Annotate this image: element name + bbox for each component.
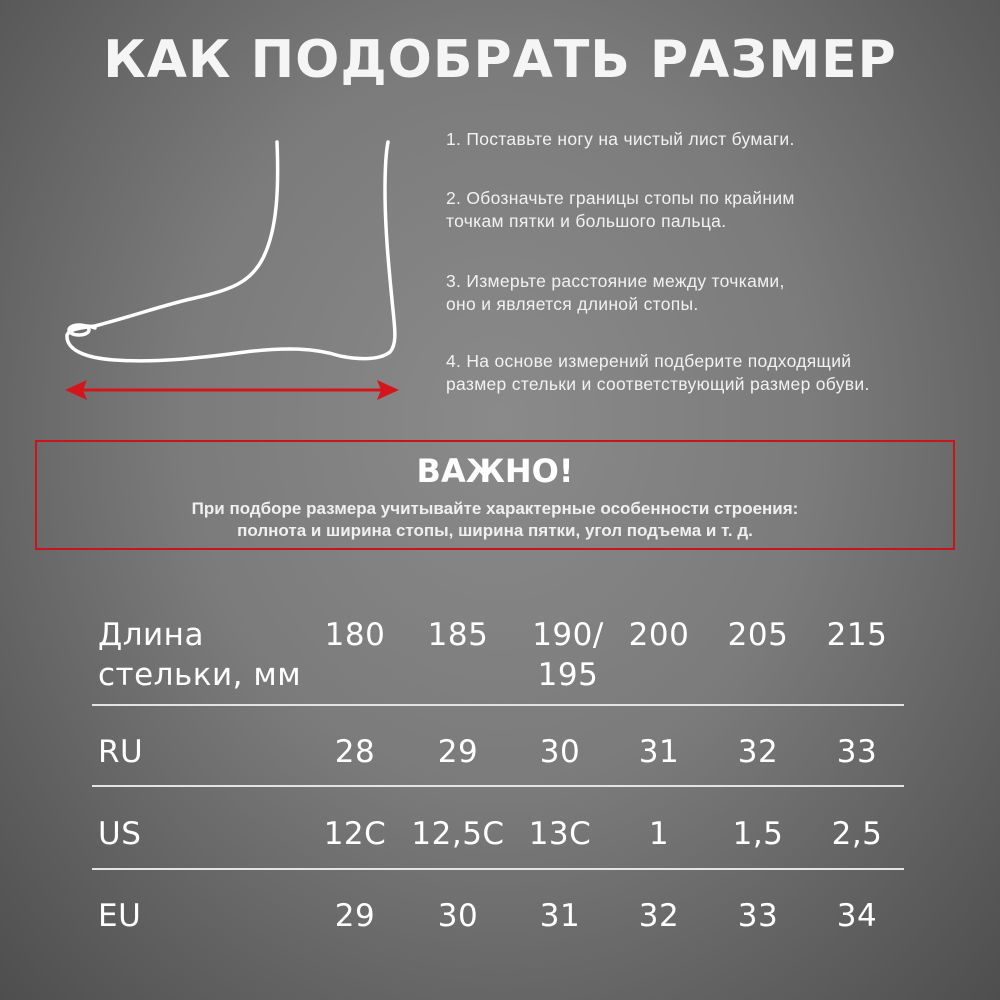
table-cell: 12C	[323, 816, 387, 852]
step-3: 3. Измерьте расстояние между точками, оно и является длиной стопы.	[446, 271, 785, 314]
column-header: 215	[826, 617, 888, 653]
table-cell: 30	[539, 734, 581, 770]
table-divider	[92, 704, 904, 706]
table-cell: 29	[334, 898, 376, 934]
table-divider	[92, 868, 904, 870]
table-cell: 33	[737, 898, 779, 934]
table-cell: 30	[437, 898, 479, 934]
table-cell: 31	[638, 734, 680, 770]
step-2: 2. Обозначьте границы стопы по крайним точкам пятки и большого пальца.	[446, 188, 795, 231]
table-cell: 1	[648, 816, 670, 852]
table-cell: 13C	[528, 816, 592, 852]
row-label-ru: RU	[98, 734, 144, 770]
row-label-us: US	[98, 816, 142, 852]
table-cell: 28	[334, 734, 376, 770]
column-header: 205	[727, 617, 789, 653]
important-text: При подборе размера учитывайте характерные особенности строения: полнота и ширина стопы, ширина пятки, угол подъема и т. д.	[191, 499, 799, 540]
table-cell: 12,5C	[411, 816, 505, 852]
table-divider	[92, 785, 904, 787]
step-1: 1. Поставьте ногу на чистый лист бумаги.	[446, 129, 795, 149]
header-label: Длина стельки, мм	[98, 617, 302, 693]
table-cell: 31	[539, 898, 581, 934]
step-4: 4. На основе измерений подберите подходящий размер стельки и соответствующий размер обуви.	[446, 351, 870, 394]
row-label-eu: EU	[98, 898, 142, 934]
page-title: КАК ПОДОБРАТЬ РАЗМЕР	[103, 30, 897, 90]
table-cell: 1,5	[732, 816, 784, 852]
table-cell: 32	[737, 734, 779, 770]
table-cell: 29	[437, 734, 479, 770]
column-header: 185	[427, 617, 489, 653]
table-cell: 34	[836, 898, 878, 934]
table-cell: 2,5	[831, 816, 883, 852]
table-cell: 32	[638, 898, 680, 934]
column-header: 180	[324, 617, 386, 653]
column-header: 190/ 195	[532, 617, 604, 693]
column-header: 200	[628, 617, 690, 653]
important-title: ВАЖНО!	[416, 452, 574, 490]
table-cell: 33	[836, 734, 878, 770]
